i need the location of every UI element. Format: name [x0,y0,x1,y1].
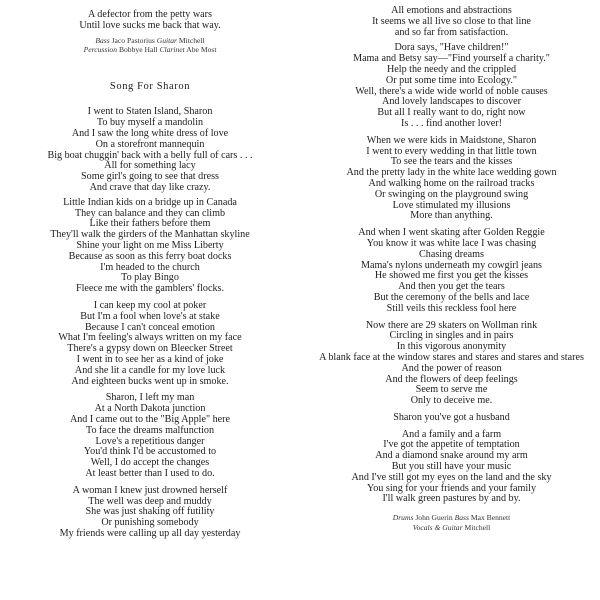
lyric-line: And when I went skating after Golden Reggie [358,227,545,239]
lyric-line: Chasing dreams [419,248,484,260]
lyric-line: Still veils this reckless fool here [386,302,517,314]
credits-previous-song [0,36,300,55]
right-column [303,0,600,532]
credit-name: Mitchell [178,35,205,45]
lyric-line: Like their fathers before them [89,218,211,230]
lyric-line: You know it was white lace I was chasing [366,237,537,249]
lyric-line: I'll walk green pastures by and by. [382,493,521,505]
lyric-line: Now there are 29 skaters on Wollman rink [365,319,538,331]
lyric-line: I went to every wedding in that little town [366,145,537,157]
lyric-line: And a diamond snake around my arm [375,450,528,462]
lyric-line: I went to Staten Island, Sharon [87,106,213,118]
stanza [0,107,300,193]
lyric-line: Because I can't conceal emotion [84,321,215,333]
lyric-line: A defector from the petty wars [88,9,212,20]
lyric-line: Big boat chuggin' back with a belly full of cars . . . [47,149,253,161]
lyric-line: And the pretty lady in the white lace wedding gown [346,167,557,179]
lyric-line: You'd think I'd be accustomed to [83,446,217,458]
lyric-line: I've got the appetite of temptation [383,439,520,451]
credit-name: Abe Most [186,45,217,54]
lyric-line: But I'm a fool when love's at stake [80,310,220,322]
opening-stanza [0,0,300,32]
lyric-line: Only to deceive me. [410,395,493,407]
credit-line [0,36,300,45]
lyric-line: A woman I knew just drowned herself [72,484,228,496]
stanza [303,228,600,314]
lyric-line: Help the needy and the crippled [386,63,517,75]
lyric-line: And the flowers of deep feelings [385,373,518,385]
stanza [303,413,600,424]
lyric-line: To see the tears and the kisses [390,156,513,168]
credit-role: Clarinet [159,45,185,54]
credit-role: Drums [392,513,414,523]
lyric-line: And I came out to the "Big Apple" here [69,413,231,425]
lyric-line: Because as soon as this ferry boat docks [68,250,232,262]
lyric-line: Fleece me with the gamblers' flocks. [75,283,225,295]
lyric-line: Or swinging on the playground swing [374,188,529,200]
lyric-line: And walking home on the railroad tracks [368,177,535,189]
credit-role: Percussion [83,45,118,54]
lyric-line: I went in to see her as a kind of joke [76,353,224,365]
lyric-line: And I saw the long white dress of love [71,128,229,139]
stanza [303,0,600,38]
lyric-line: The well was deep and muddy [88,495,212,507]
lyric-line: He showed me first you get the kisses [374,270,529,282]
lyric-line: Well, I do accept the changes [90,457,210,469]
lyric-line: And eighteen bucks went up in smoke. [71,375,229,387]
lyric-line: All for something lacy [104,160,196,172]
lyric-line: Until love sucks me back that way. [79,19,221,31]
credit-role: Guitar [156,35,178,45]
credits-song-for-sharon [303,513,600,532]
lyric-line: To play Bingo [121,272,179,284]
credit-line [0,45,300,54]
lyric-line: But you still have your music [391,461,512,473]
lyric-line: More than anything. [410,210,493,222]
lyric-line: They can balance and they can climb [74,207,226,219]
lyric-line: And the power of reason [401,362,502,374]
credit-name: Mitchell [464,522,491,532]
lyric-line: Sharon, I left my man [105,392,195,404]
lyric-line: But the ceremony of the bells and lace [373,291,530,303]
lyric-line: My friends were calling up all day yesterday [59,527,241,539]
stanza [0,393,300,479]
credit-role: Vocals & Guitar [412,522,463,532]
lyric-line: Sharon you've got a husband [393,411,510,423]
lyric-line: At a North Dakota junction [94,403,206,415]
lyric-line: When we were kids in Maidstone, Sharon [366,134,537,146]
lyric-line: To face the dreams malfunction [85,424,215,436]
credit-name: Max Bennett [470,513,511,523]
stanza [303,430,600,506]
lyric-line: I can keep my cool at poker [93,299,207,311]
lyric-line: Some girl's going to see that dress [81,171,219,183]
lyric-line: Mama and Betsy say—"Find yourself a charity." [353,53,550,65]
credit-role: Bass [95,35,110,45]
lyric-line: A blank face at the window stares and stares and stares and stares [319,351,584,363]
lyric-line: To buy myself a mandolin [96,117,204,129]
stanza [303,43,600,129]
lyric-line: On a storefront mannequin [95,138,205,150]
lyric-line: Love's a repetitious danger [95,435,205,447]
lyric-line: Shine your light on me Miss Liberty [76,239,224,251]
stanza [303,136,600,222]
lyric-line: You sing for your friends and your family [366,482,537,494]
lyric-line: Is . . . find another lover! [401,117,502,129]
lyric-line: Or put some time into Ecology." [385,74,518,86]
stanza [0,301,300,387]
lyric-line: And she lit a candle for my love luck [74,364,226,376]
lyric-line: and so far from satisfaction. [394,26,509,38]
lyric-line: They'll walk the girders of the Manhattan skyline [50,229,250,241]
lyric-line: And I've still got my eyes on the land and the sky [351,471,552,483]
lyric-line: Love stimulated my illusions [392,199,511,211]
lyric-line: And then you get the tears [398,281,505,293]
lyric-line: All emotions and abstractions [391,5,512,16]
credit-line [303,523,600,532]
stanza [0,486,300,540]
credit-name: John Guerin [415,513,453,523]
lyric-line: Or punishing somebody [101,517,199,529]
stanza [0,198,300,295]
stanza [303,321,600,407]
lyric-line: Well, there's a wide wide world of noble causes [355,85,548,97]
lyric-line: Seem to serve me [415,384,488,396]
lyric-line: And crave that day like crazy. [89,181,211,193]
lyric-line: Mama's nylons underneath my cowgirl jeans [361,259,542,271]
left-column [0,0,300,540]
credit-line [303,513,600,522]
lyric-line: It seems we all live so close to that line [372,15,531,27]
lyric-line: There's a gypsy down on Bleecker Street [67,343,233,355]
song-title: Song For Sharon [109,81,191,93]
lyric-line: Circling in singles and in pairs [389,330,514,342]
credit-role: Bass [454,513,469,523]
lyric-line: I'm headed to the church [100,261,200,273]
lyric-line: Little Indian kids on a bridge up in Canada [63,196,237,208]
lyric-line: And a family and a farm [401,428,502,440]
credit-name: Jaco Pastorius [111,35,155,45]
lyric-line: And lovely landscapes to discover [382,96,521,108]
lyric-line: She was just shaking off futility [85,506,215,518]
lyric-line: In this vigorous anonymity [396,341,507,353]
lyric-line: But all I really want to do, right now [377,107,526,119]
lyric-line: Dora says, "Have children!" [394,42,509,54]
lyric-line: What I'm feeling's always written on my face [58,332,242,344]
credit-name: Bobbye Hall [118,45,158,54]
lyric-line: At least better than I used to do. [85,467,215,479]
